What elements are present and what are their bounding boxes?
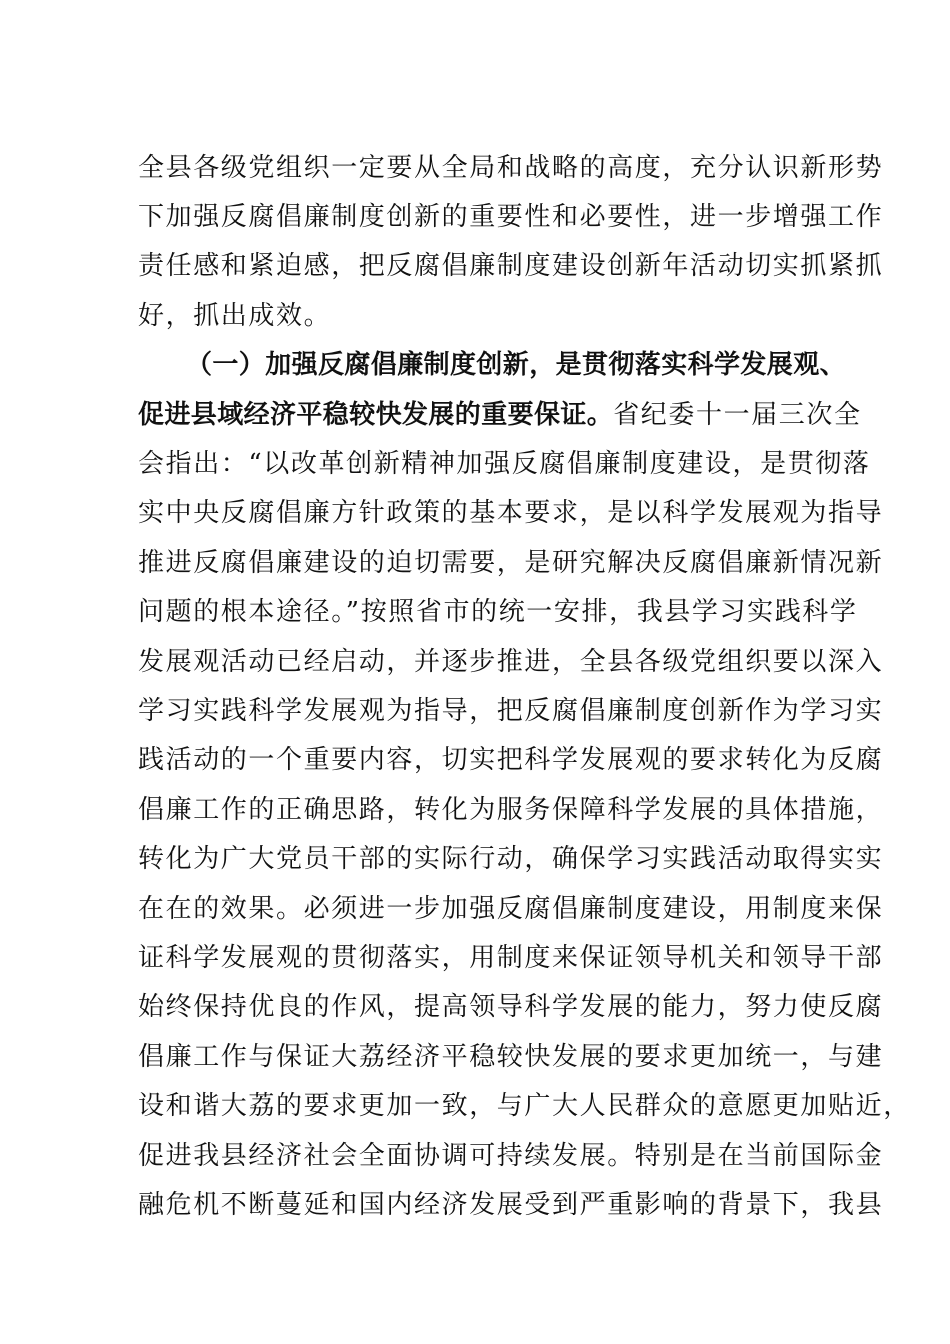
line-text: 下加强反腐倡廉制度创新的重要性和必要性，进一步增强工作 [138, 202, 884, 232]
text-line [138, 246, 884, 286]
line-text: 在在的效果。必须进一步加强反腐倡廉制度建设，用制度来保 [138, 894, 884, 924]
line-text: 促进我县经济社会全面协调可持续发展。特别是在当前国际金 [138, 1141, 884, 1171]
section-heading-line [186, 345, 886, 385]
line-text: 转化为广大党员干部的实际行动，确保学习实践活动取得实实 [138, 844, 884, 874]
line-text: 证科学发展观的贯彻落实，用制度来保证领导机关和领导干部 [138, 943, 884, 973]
line-text: 融危机不断蔓延和国内经济发展受到严重影响的背景下，我县 [138, 1190, 884, 1220]
text-line [138, 1086, 911, 1126]
line-text: 倡廉工作的正确思路，转化为服务保障科学发展的具体措施， [138, 795, 884, 825]
text-line [138, 642, 884, 682]
line-text: 会指出：“以改革创新精神加强反腐倡廉制度建设，是贯彻落 [138, 449, 871, 479]
line-text: 全县各级党组织一定要从全局和战略的高度，充分认识新形势 [138, 153, 884, 183]
line-text: 倡廉工作与保证大荔经济平稳较快发展的要求更加统一，与建 [138, 1042, 884, 1072]
text-line [138, 790, 884, 830]
line-text: 责任感和紧迫感，把反腐倡廉制度建设创新年活动切实抓紧抓 [138, 251, 884, 281]
line-text: 问题的根本途径。”按照省市的统一安排，我县学习实践科学 [138, 597, 858, 627]
line-text: 好，抓出成效。 [138, 301, 332, 331]
section-heading: （一）加强反腐倡廉制度创新，是贯彻落实科学发展观、 [186, 350, 847, 380]
text-line [138, 1185, 884, 1225]
text-line [138, 543, 884, 583]
line-text: 省纪委十一届三次全 [613, 400, 862, 430]
text-line [138, 987, 884, 1027]
text-line [138, 296, 838, 336]
text-line [138, 691, 884, 731]
text-line [138, 395, 862, 435]
text-line [138, 444, 871, 484]
text-line [138, 592, 858, 632]
text-line [138, 839, 884, 879]
line-text: 设和谐大荔的要求更加一致，与广大人民群众的意愿更加贴近， [138, 1091, 911, 1121]
text-line [138, 1037, 884, 1077]
line-text: 践活动的一个重要内容，切实把科学发展观的要求转化为反腐 [138, 745, 884, 775]
text-line [138, 148, 884, 188]
text-line [138, 1136, 884, 1176]
text-line [138, 938, 884, 978]
section-heading-continued: 促进县域经济平稳较快发展的重要保证。 [138, 400, 614, 430]
line-text: 推进反腐倡廉建设的迫切需要，是研究解决反腐倡廉新情况新 [138, 548, 884, 578]
text-line [138, 740, 884, 780]
line-text: 始终保持优良的作风，提高领导科学发展的能力，努力使反腐 [138, 992, 884, 1022]
line-text: 实中央反腐倡廉方针政策的基本要求，是以科学发展观为指导 [138, 498, 884, 528]
line-text: 发展观活动已经启动，并逐步推进，全县各级党组织要以深入 [138, 647, 884, 677]
line-text: 学习实践科学发展观为指导，把反腐倡廉制度创新作为学习实 [138, 696, 884, 726]
text-line [138, 197, 884, 237]
text-line [138, 493, 884, 533]
text-line [138, 889, 884, 929]
